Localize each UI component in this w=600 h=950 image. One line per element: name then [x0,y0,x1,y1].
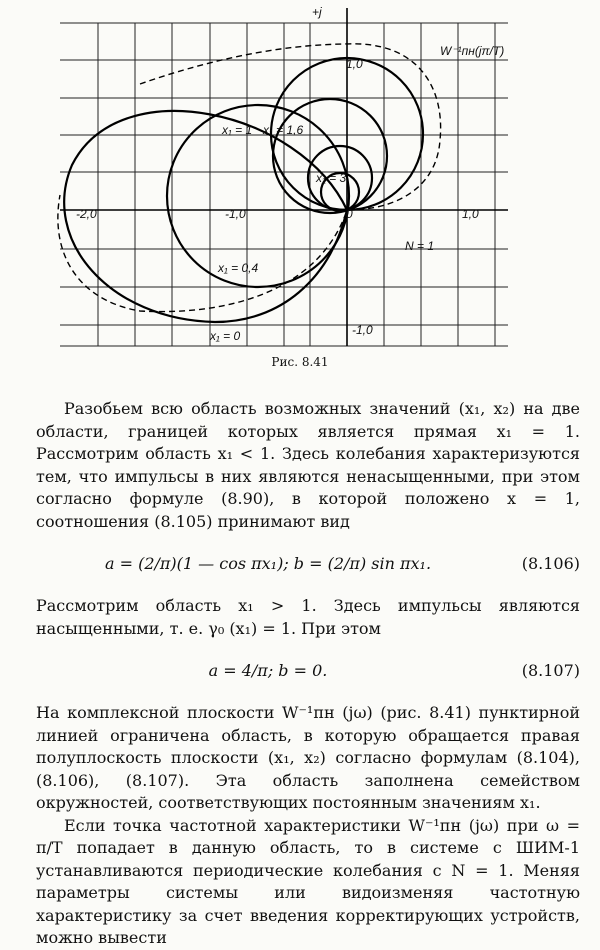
param-label: x₁ = 1,6 [263,123,304,137]
grid [60,23,508,346]
circle-x1-1-6 [273,99,387,213]
axis-y-label: +j [312,5,322,19]
equation-number: (8.107) [521,660,580,680]
tick-label: 0 [346,207,353,221]
param-label: x₁ = 1 [222,123,253,137]
paragraph: На комплексной плоскости W⁻¹пн (jω) (рис. 8.41) пунктирной линией ограничена область, в которую обращается правая полуплоскость плоскости (x₁, x₂) согласно формулам (8.104), (8.106), (8.107). Эта область заполнена семейством окружностей, соответствующих постоянным значениям x₁. [36,703,580,812]
n-label: N = 1 [405,239,435,253]
param-label: x₁ = 0,4 [218,261,259,275]
equation-8-107 [36,648,580,694]
paragraph: Рассмотрим область x₁ > 1. Здесь импульсы являются насыщенными, т. е. γ₀ (x₁) = 1. При этом [36,596,580,638]
paragraph: Разобьем всю область возможных значений (x₁, x₂) на две области, границей которых является прямая x₁ = 1. Рассмотрим область x₁ < 1. Здесь колебания характеризуются тем, что импульсы в них являются ненасыщенными, при этом согласно формуле (8.90), в которой положено x = 1, соотношения (8.105) принимают вид [36,399,580,531]
paragraph: Если точка частотной характеристики W⁻¹пн (jω) при ω = π/T попадает в данную область, то в системе с ШИМ-1 устанавливаются периодические колебания с N = 1. Меняя параметры системы или видоизменяя частотную характеристику за счет введения корректирующих устройств, можно вывести [36,815,580,947]
curve-label: W⁻¹пн(jπ/T) [440,44,505,58]
figure-caption: Рис. 8.41 [271,355,329,369]
tick-label: -2,0 [76,207,97,221]
body-text [36,398,580,950]
param-label: x₁ = 3 [316,171,347,185]
equation-body: a = 4/π; b = 0. [208,660,328,680]
equation-body: a = (2/π)(1 — cos πx₁); b = (2/π) sin πx₁. [104,553,432,573]
tick-label: -1,0 [352,323,373,337]
curve-x1-0 [64,111,347,322]
tick-label: -1,0 [225,207,246,221]
param-label: x₁ = 0 [210,329,241,343]
equation-number: (8.106) [521,553,580,573]
equation-8-106 [36,541,580,587]
tick-label: 1,0 [462,207,479,221]
tick-label: 1,0 [346,57,363,71]
nyquist-figure [0,0,600,390]
